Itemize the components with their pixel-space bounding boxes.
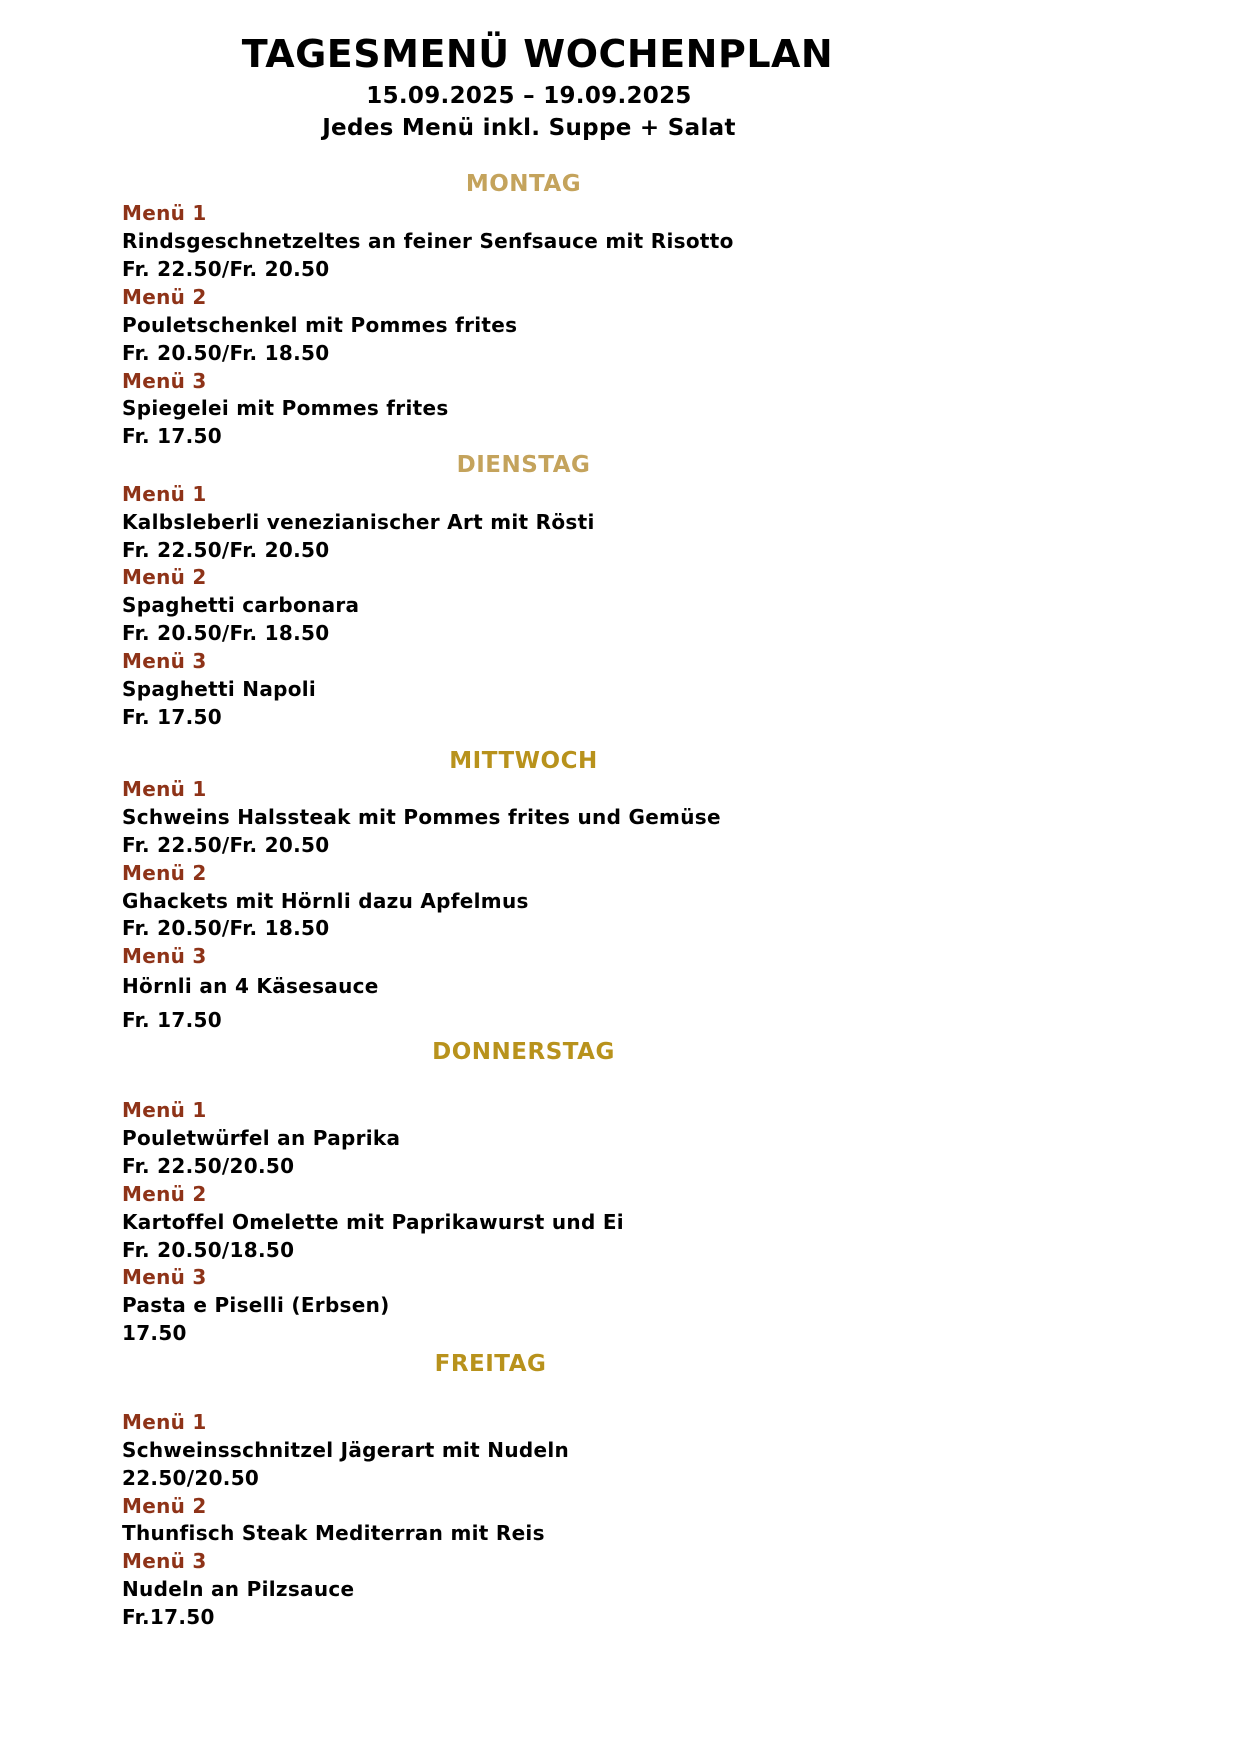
menu-price: 17.50 — [122, 1321, 187, 1345]
menu-label: Menü 3 — [122, 649, 207, 673]
menu-price: Fr. 17.50 — [122, 424, 222, 448]
menu-label: Menü 1 — [122, 1410, 207, 1434]
menu-price: Fr. 22.50/Fr. 20.50 — [122, 257, 330, 281]
menu-dish: Schweinsschnitzel Jägerart mit Nudeln — [122, 1438, 570, 1462]
menu-dish: Kartoffel Omelette mit Paprikawurst und Ei — [122, 1210, 624, 1234]
menu-label: Menü 2 — [122, 285, 207, 309]
menu-dish: Spaghetti carbonara — [122, 593, 360, 617]
menu-label: Menü 3 — [122, 369, 207, 393]
menu-price: Fr. 20.50/Fr. 18.50 — [122, 341, 330, 365]
day-heading: MONTAG — [465, 171, 582, 197]
menu-price: Fr. 22.50/Fr. 20.50 — [122, 833, 330, 857]
menu-price: Fr. 22.50/20.50 — [122, 1154, 295, 1178]
menu-dish: Kalbsleberli venezianischer Art mit Rösti — [122, 510, 595, 534]
menu-price: Fr. 22.50/Fr. 20.50 — [122, 538, 330, 562]
menu-price: Fr. 20.50/Fr. 18.50 — [122, 621, 330, 645]
menu-label: Menü 1 — [122, 482, 207, 506]
day-heading: DIENSTAG — [456, 452, 591, 478]
date-range: 15.09.2025 – 19.09.2025 — [366, 83, 692, 109]
menu-label: Menü 2 — [122, 1182, 207, 1206]
menu-dish: Schweins Halssteak mit Pommes frites und Gemüse — [122, 805, 721, 829]
menu-price: Fr. 17.50 — [122, 1008, 222, 1032]
menu-price: Fr. 20.50/18.50 — [122, 1238, 295, 1262]
menu-price: 22.50/20.50 — [122, 1466, 260, 1490]
menu-dish: Spaghetti Napoli — [122, 677, 317, 701]
menu-label: Menü 2 — [122, 565, 207, 589]
menu-price: Fr. 20.50/Fr. 18.50 — [122, 916, 330, 940]
menu-dish: Spiegelei mit Pommes frites — [122, 396, 449, 420]
menu-dish: Thunfisch Steak Mediterran mit Reis — [122, 1521, 545, 1545]
menu-dish: Hörnli an 4 Käsesauce — [122, 974, 379, 998]
menu-label: Menü 1 — [122, 201, 207, 225]
menu-dish: Nudeln an Pilzsauce — [122, 1577, 355, 1601]
menu-dish: Ghackets mit Hörnli dazu Apfelmus — [122, 889, 529, 913]
menu-label: Menü 1 — [122, 777, 207, 801]
menu-label: Menü 3 — [122, 944, 207, 968]
day-heading: FREITAG — [434, 1351, 547, 1377]
menu-label: Menü 1 — [122, 1098, 207, 1122]
menu-dish: Pasta e Piselli (Erbsen) — [122, 1293, 390, 1317]
menu-label: Menü 3 — [122, 1265, 207, 1289]
day-heading: DONNERSTAG — [432, 1039, 615, 1065]
menu-price: Fr.17.50 — [122, 1605, 215, 1629]
menu-label: Menü 3 — [122, 1549, 207, 1573]
menu-dish: Pouletschenkel mit Pommes frites — [122, 313, 518, 337]
menu-label: Menü 2 — [122, 1494, 207, 1518]
menu-price: Fr. 17.50 — [122, 705, 222, 729]
menu-label: Menü 2 — [122, 861, 207, 885]
menu-dish: Pouletwürfel an Paprika — [122, 1126, 401, 1150]
page-title: TAGESMENÜ WOCHENPLAN — [241, 32, 834, 76]
menu-dish: Rindsgeschnetzeltes an feiner Senfsauce mit Risotto — [122, 229, 734, 253]
day-heading: MITTWOCH — [449, 748, 598, 774]
menu-note: Jedes Menü inkl. Suppe + Salat — [322, 115, 736, 141]
